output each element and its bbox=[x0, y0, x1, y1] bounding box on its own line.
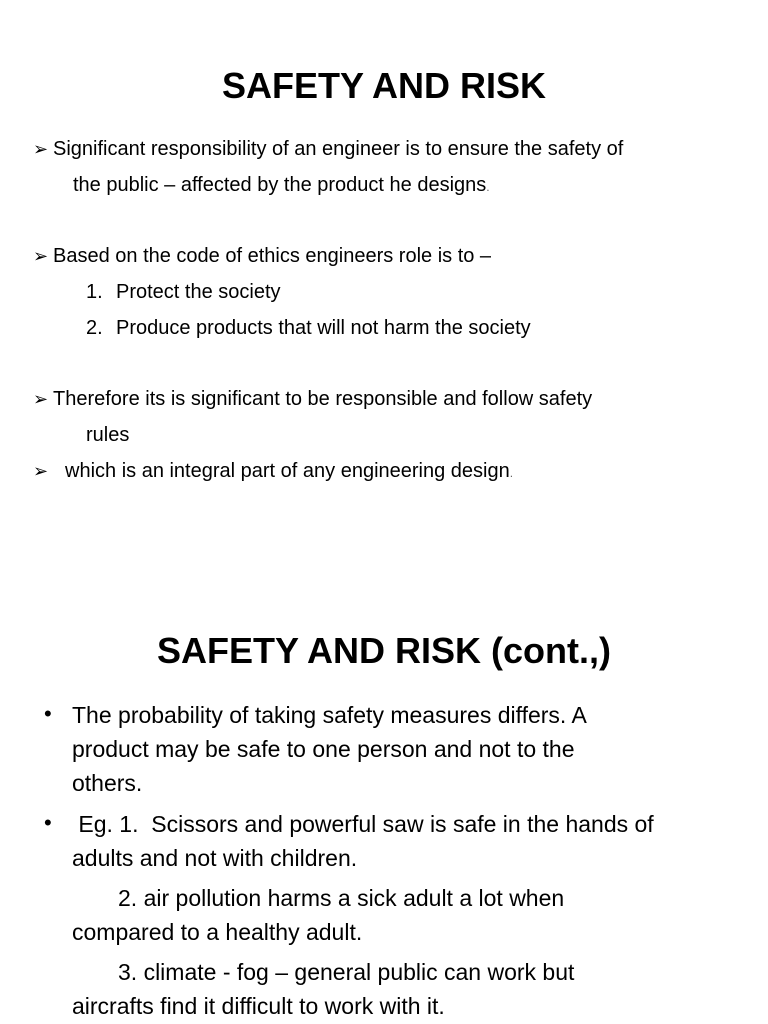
slide1-point1-text-cont: the public – affected by the product he designs bbox=[73, 174, 487, 196]
slide1-point3-line2 bbox=[86, 422, 129, 448]
slide1-point4-end: . bbox=[509, 466, 514, 480]
list-item-text: Produce products that will not harm the society bbox=[116, 317, 531, 339]
arrow-bullet-icon: ➢ bbox=[33, 246, 49, 266]
list-number: 1. bbox=[86, 281, 103, 303]
slide1-point2-text: Based on the code of ethics engineers role is to – bbox=[53, 245, 492, 267]
arrow-bullet-icon: ➢ bbox=[33, 461, 49, 481]
arrow-bullet-icon: ➢ bbox=[33, 389, 49, 409]
bullet-dot-icon: • bbox=[44, 810, 52, 835]
slide1-point1-line1 bbox=[33, 136, 623, 162]
slide1-point3-text-cont: rules bbox=[86, 424, 130, 446]
bullet-dot-icon: • bbox=[44, 701, 52, 726]
slide1-list-item bbox=[86, 279, 281, 305]
list-item-text: Protect the society bbox=[116, 281, 281, 303]
slide1-point4-text: which is an integral part of any engineering design bbox=[65, 460, 510, 482]
slide1-title: SAFETY AND RISK bbox=[221, 65, 547, 106]
slide2-title: SAFETY AND RISK (cont.,) bbox=[156, 630, 611, 671]
list-number: 2. bbox=[86, 317, 103, 339]
slide2-bullet2-line5: 3. climate - fog – general public can work but bbox=[118, 959, 575, 985]
slide2-bullet2-line4: compared to a healthy adult. bbox=[72, 919, 363, 945]
arrow-bullet-icon: ➢ bbox=[33, 139, 49, 159]
slide2-bullet1-line2: product may be safe to one person and not to the bbox=[72, 736, 575, 762]
slide2-bullet2-line3: 2. air pollution harms a sick adult a lot when bbox=[118, 885, 565, 911]
slide1-point3-text: Therefore its is significant to be responsible and follow safety bbox=[53, 388, 593, 410]
slide2-bullet2-line2: adults and not with children. bbox=[72, 845, 358, 871]
slide2-bullet1-line3: others. bbox=[72, 770, 143, 796]
slide1-list-item bbox=[86, 315, 531, 341]
slide1-point1-text: Significant responsibility of an engineer is to ensure the safety of bbox=[53, 138, 624, 160]
slide1-point3-line1 bbox=[33, 386, 592, 412]
slide1-point1-end: . bbox=[486, 180, 490, 194]
slide1-point4-line1 bbox=[33, 458, 513, 486]
slide2-bullet1-line1: The probability of taking safety measures differs. A bbox=[72, 702, 587, 728]
slide2-bullet2-line1: Eg. 1. Scissors and powerful saw is safe in the hands of bbox=[72, 811, 654, 837]
slide2-bullet2-line6: aircrafts find it difficult to work with it. bbox=[72, 993, 445, 1019]
slide1-point2-line1 bbox=[33, 243, 491, 269]
slide1-point1-line2 bbox=[73, 172, 490, 200]
